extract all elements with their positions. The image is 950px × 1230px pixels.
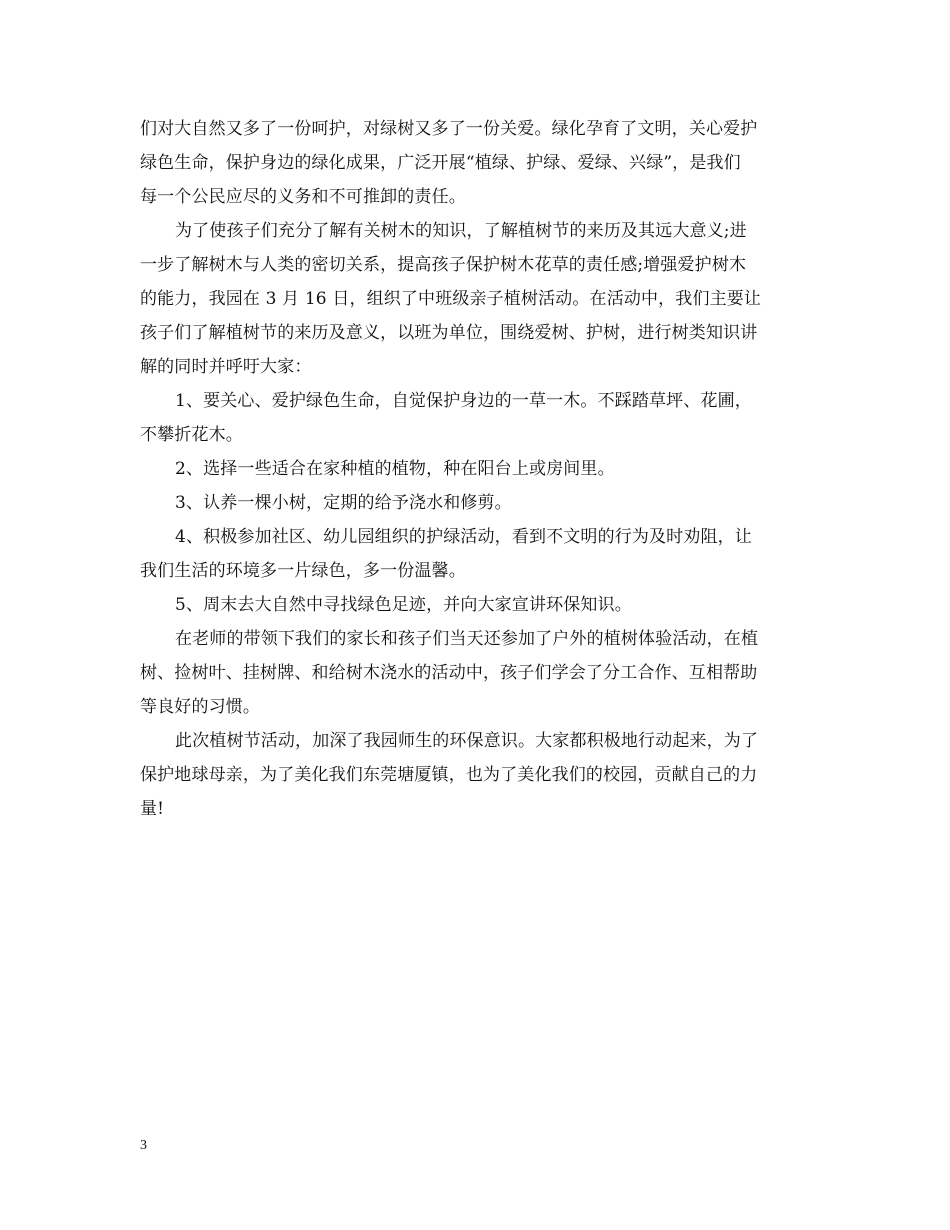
paragraph-start-line: 为了使孩子们充分了解有关树木的知识，了解植树节的来历及其远大意义;进 — [175, 221, 747, 241]
text-line: 等良好的习惯。 — [140, 697, 261, 717]
list-item-5: 5、周末去大自然中寻找绿色足迹，并向大家宣讲环保知识。 — [175, 595, 632, 615]
text-line: 一步了解树木与人类的密切关系，提高孩子保护树木花草的责任感;增强爱护树木 — [140, 255, 747, 275]
list-item-3: 3、认养一棵小树，定期的给予浇水和修剪。 — [175, 493, 512, 513]
text-line: 每一个公民应尽的义务和不可推卸的责任。 — [140, 187, 466, 207]
list-item-4: 4、积极参加社区、幼儿园组织的护绿活动，看到不文明的行为及时劝阻，让 — [175, 527, 752, 547]
text-line: 量! — [140, 799, 165, 819]
text-line: 绿色生命，保护身边的绿化成果，广泛开展“植绿、护绿、爱绿、兴绿”，是我们 — [140, 153, 741, 173]
text-line: 孩子们了解植树节的来历及意义，以班为单位，围绕爱树、护树，进行树类知识讲 — [140, 323, 758, 343]
text-line: 解的同时并呼吁大家： — [140, 357, 312, 377]
text-line: 的能力，我园在 3 月 16 日，组织了中班级亲子植树活动。在活动中，我们主要让 — [140, 289, 762, 309]
text-line: 保护地球母亲，为了美化我们东莞塘厦镇，也为了美化我们的校园，贡献自己的力 — [140, 765, 758, 785]
list-item-1-continued: 不攀折花木。 — [140, 425, 243, 445]
paragraph-start-line: 此次植树节活动，加深了我园师生的环保意识。大家都积极地行动起来，为了 — [175, 731, 759, 751]
list-item-2: 2、选择一些适合在家种植的植物，种在阳台上或房间里。 — [175, 459, 615, 479]
list-item-4-continued: 我们生活的环境多一片绿色，多一份温馨。 — [140, 561, 466, 581]
paragraph-start-line: 在老师的带领下我们的家长和孩子们当天还参加了户外的植树体验活动，在植 — [175, 629, 759, 649]
text-line: 们对大自然又多了一份呵护，对绿树又多了一份关爱。绿化孕育了文明，关心爱护 — [140, 119, 758, 139]
page-number: 3 — [140, 1138, 147, 1153]
list-item-1: 1、要关心、爱护绿色生命，自觉保护身边的一草一木。不踩踏草坪、花圃， — [175, 391, 752, 411]
text-line: 树、捡树叶、挂树牌、和给树木浇水的活动中，孩子们学会了分工合作、互相帮助 — [140, 663, 758, 683]
